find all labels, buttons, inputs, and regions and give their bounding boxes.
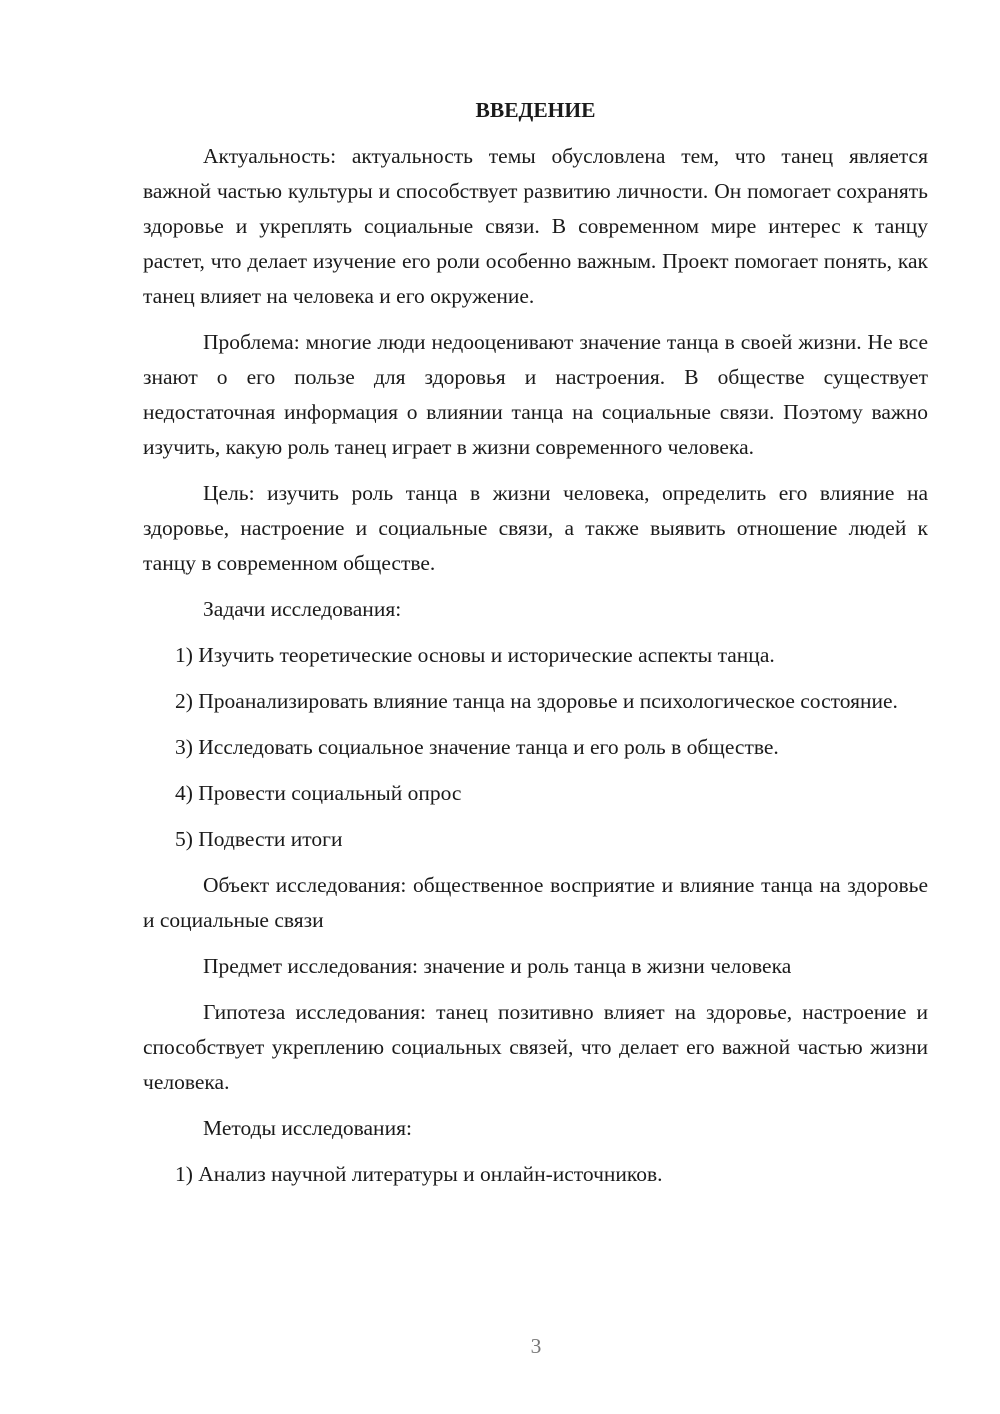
method-item: 1) Анализ научной литературы и онлайн-источников.: [175, 1162, 663, 1186]
paragraph-subject: Предмет исследования: значение и роль танца в жизни человека: [203, 954, 792, 978]
tasks-heading: Задачи исследования:: [203, 597, 402, 621]
task-item: 1) Изучить теоретические основы и исторические аспекты танца.: [175, 643, 775, 667]
task-item: 3) Исследовать социальное значение танца и его роль в обществе.: [175, 735, 779, 759]
paragraph-problem: Проблема: многие люди недооценивают значение танца в своей жизни. Не все знают о его пользе для здоровья и настроения. В обществе существует недостаточная информация о влиянии танца на социальные связи. Поэтому важно изучить, какую роль танец играет в жизни современного человека.: [143, 330, 928, 459]
paragraph-object: Объект исследования: общественное восприятие и влияние танца на здоровье и социальные связи: [143, 873, 928, 932]
task-item: 2) Проанализировать влияние танца на здоровье и психологическое состояние.: [175, 689, 898, 713]
task-item: 4) Провести социальный опрос: [175, 781, 462, 805]
paragraph-hypothesis: Гипотеза исследования: танец позитивно влияет на здоровье, настроение и способствует укреплению социальных связей, что делает его важной частью жизни человека.: [143, 1000, 928, 1094]
task-item: 5) Подвести итоги: [175, 827, 343, 851]
section-title: ВВЕДЕНИЕ: [475, 98, 596, 122]
paragraph-goal: Цель: изучить роль танца в жизни человека, определить его влияние на здоровье, настроение и социальные связи, а также выявить отношение людей к танцу в современном обществе.: [143, 481, 928, 575]
page-number: 3: [530, 1334, 542, 1358]
page-content: [143, 94, 928, 1203]
paragraph-relevance: Актуальность: актуальность темы обусловлена тем, что танец является важной частью культуры и способствует развитию личности. Он помогает сохранять здоровье и укреплять социальные связи. В современном мире интерес к танцу растет, что делает изучение его роли особенно важным. Проект помогает понять, как танец влияет на человека и его окружение.: [143, 144, 928, 308]
methods-heading: Методы исследования:: [203, 1116, 412, 1140]
